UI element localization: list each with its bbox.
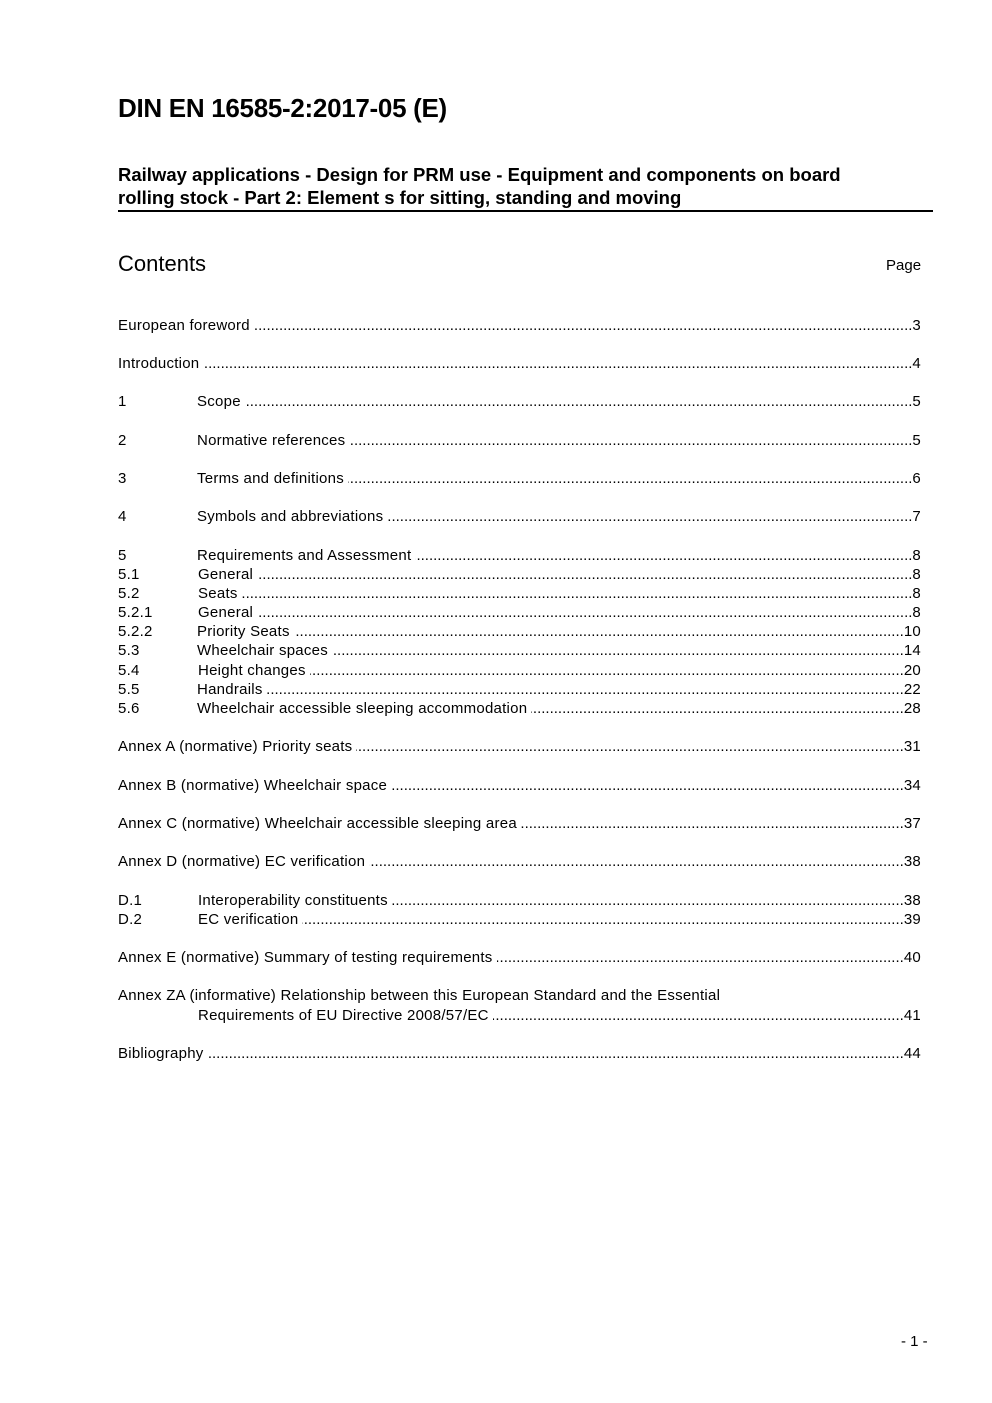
toc-entry-page: 8 <box>912 547 921 564</box>
toc-entry-number: 5.2 <box>118 585 140 602</box>
toc-entry-annex-za-title-line-1[interactable]: Annex ZA (informative) Relationship between this European Standard and the Essential <box>118 987 721 1004</box>
toc-entry-title: Wheelchair accessible sleeping accommodation <box>197 699 531 718</box>
toc-entry-title: Wheelchair spaces <box>197 641 332 660</box>
toc-entry-5-5-handrails[interactable] <box>118 680 921 699</box>
toc-entry-annex-e[interactable] <box>118 948 921 967</box>
toc-entry-title: Height changes <box>198 661 310 680</box>
toc-entry-page: 10 <box>903 623 921 640</box>
toc-entry-page: 34 <box>903 777 921 794</box>
toc-entry-title: Scope <box>197 392 245 411</box>
footer-page-number: - 1 - <box>901 1333 928 1350</box>
toc-entry-title: Annex D (normative) EC verification <box>118 852 369 871</box>
toc-entry-title: Seats <box>198 584 242 603</box>
toc-entry-page: 5 <box>912 393 921 410</box>
toc-entry-number: 5 <box>118 547 127 564</box>
toc-entry-page: 40 <box>903 949 921 966</box>
toc-entry-title: Handrails <box>197 680 267 699</box>
page-column-label: Page <box>886 257 922 274</box>
toc-entry-5-requirements-and-assessment[interactable] <box>118 546 921 565</box>
toc-entry-title: Terms and definitions <box>197 469 348 488</box>
toc-entry-number: 1 <box>118 393 127 410</box>
toc-entry-page: 3 <box>912 317 921 334</box>
toc-entry-number: D.1 <box>118 892 143 909</box>
toc-entry-european-foreword[interactable] <box>118 316 921 335</box>
toc-entry-title: Annex B (normative) Wheelchair space <box>118 776 391 795</box>
toc-entry-introduction[interactable] <box>118 354 921 373</box>
toc-entry-page: 37 <box>903 815 921 832</box>
toc-entry-page: 5 <box>912 432 921 449</box>
toc-entry-5-3-wheelchair-spaces[interactable] <box>118 641 921 660</box>
document-title-line-1: Railway applications - Design for PRM use - Equipment and components on board <box>118 164 841 185</box>
toc-entry-title: General <box>198 603 257 622</box>
toc-entry-number: 2 <box>118 432 127 449</box>
toc-entry-number: 4 <box>118 508 127 525</box>
toc-entry-title: EC verification <box>198 910 302 929</box>
toc-entry-page: 28 <box>903 700 921 717</box>
toc-entry-page: 38 <box>903 853 921 870</box>
toc-entry-page: 39 <box>903 911 921 928</box>
toc-entry-title: Annex C (normative) Wheelchair accessible sleeping area <box>118 814 521 833</box>
toc-entry-page: 41 <box>903 1007 921 1024</box>
toc-entry-title: Annex E (normative) Summary of testing requirements <box>118 948 497 967</box>
toc-entry-page: 44 <box>903 1045 921 1062</box>
toc-entry-5-4-height-changes[interactable] <box>118 661 921 680</box>
toc-entry-title: Priority Seats <box>197 622 294 641</box>
toc-entry-5-2-seats[interactable] <box>118 584 921 603</box>
toc-entry-title: Bibliography <box>118 1044 208 1063</box>
document-title-line-2: rolling stock - Part 2: Element s for sitting, standing and moving <box>118 187 682 208</box>
toc-entry-page: 20 <box>903 662 921 679</box>
toc-entry-page: 8 <box>912 566 921 583</box>
toc-entry-annex-d[interactable] <box>118 852 921 871</box>
toc-entry-annex-za[interactable] <box>118 1006 921 1025</box>
toc-entry-page: 8 <box>912 604 921 621</box>
toc-entry-title: European foreword <box>118 316 254 335</box>
toc-entry-annex-a[interactable] <box>118 737 921 756</box>
contents-heading: Contents <box>118 251 207 276</box>
toc-entry-title: Requirements of EU Directive 2008/57/EC <box>198 1006 493 1025</box>
toc-entry-number: 5.1 <box>118 566 140 583</box>
toc-entry-title: Normative references <box>197 431 349 450</box>
toc-entry-page: 7 <box>912 508 921 525</box>
toc-entry-annex-c[interactable] <box>118 814 921 833</box>
toc-entry-2-normative-references[interactable] <box>118 431 921 450</box>
toc-entry-5-6-wheelchair-accessible-sleeping-accommodation[interactable] <box>118 699 921 718</box>
toc-entry-d-2-ec-verification[interactable] <box>118 910 921 929</box>
toc-entry-page: 14 <box>903 642 921 659</box>
toc-entry-number: 5.5 <box>118 681 140 698</box>
toc-entry-page: 4 <box>912 355 921 372</box>
toc-entry-5-2-2-priority-seats[interactable] <box>118 622 921 641</box>
toc-entry-5-1-general[interactable] <box>118 565 921 584</box>
toc-entry-number: 3 <box>118 470 127 487</box>
toc-entry-bibliography[interactable] <box>118 1044 921 1063</box>
toc-entry-5-2-1-general[interactable] <box>118 603 921 622</box>
toc-entry-page: 22 <box>903 681 921 698</box>
toc-entry-title: Interoperability constituents <box>198 891 392 910</box>
toc-entry-annex-b[interactable] <box>118 776 921 795</box>
toc-entry-number: D.2 <box>118 911 143 928</box>
toc-entry-d-1-interoperability-constituents[interactable] <box>118 891 921 910</box>
toc-entry-title: Requirements and Assessment <box>197 546 415 565</box>
toc-entry-3-terms-and-definitions[interactable] <box>118 469 921 488</box>
toc-entry-page: 31 <box>903 738 921 755</box>
toc-entry-page: 6 <box>912 470 921 487</box>
toc-entry-number: 5.3 <box>118 642 140 659</box>
toc-entry-4-symbols-and-abbreviations[interactable] <box>118 507 921 526</box>
toc-entry-number: 5.2.2 <box>118 623 153 640</box>
toc-entry-page: 8 <box>912 585 921 602</box>
toc-entry-title: General <box>198 565 257 584</box>
toc-entry-title: Introduction <box>118 354 203 373</box>
toc-entry-page: 38 <box>903 892 921 909</box>
toc-entry-1-scope[interactable] <box>118 392 921 411</box>
document-id: DIN EN 16585-2:2017-05 (E) <box>118 93 447 123</box>
toc-entry-number: 5.6 <box>118 700 140 717</box>
document-title <box>118 163 933 212</box>
toc-entry-title: Annex A (normative) Priority seats <box>118 737 356 756</box>
toc-entry-number: 5.4 <box>118 662 140 679</box>
toc-entry-number: 5.2.1 <box>118 604 153 621</box>
toc-entry-title: Symbols and abbreviations <box>197 507 387 526</box>
